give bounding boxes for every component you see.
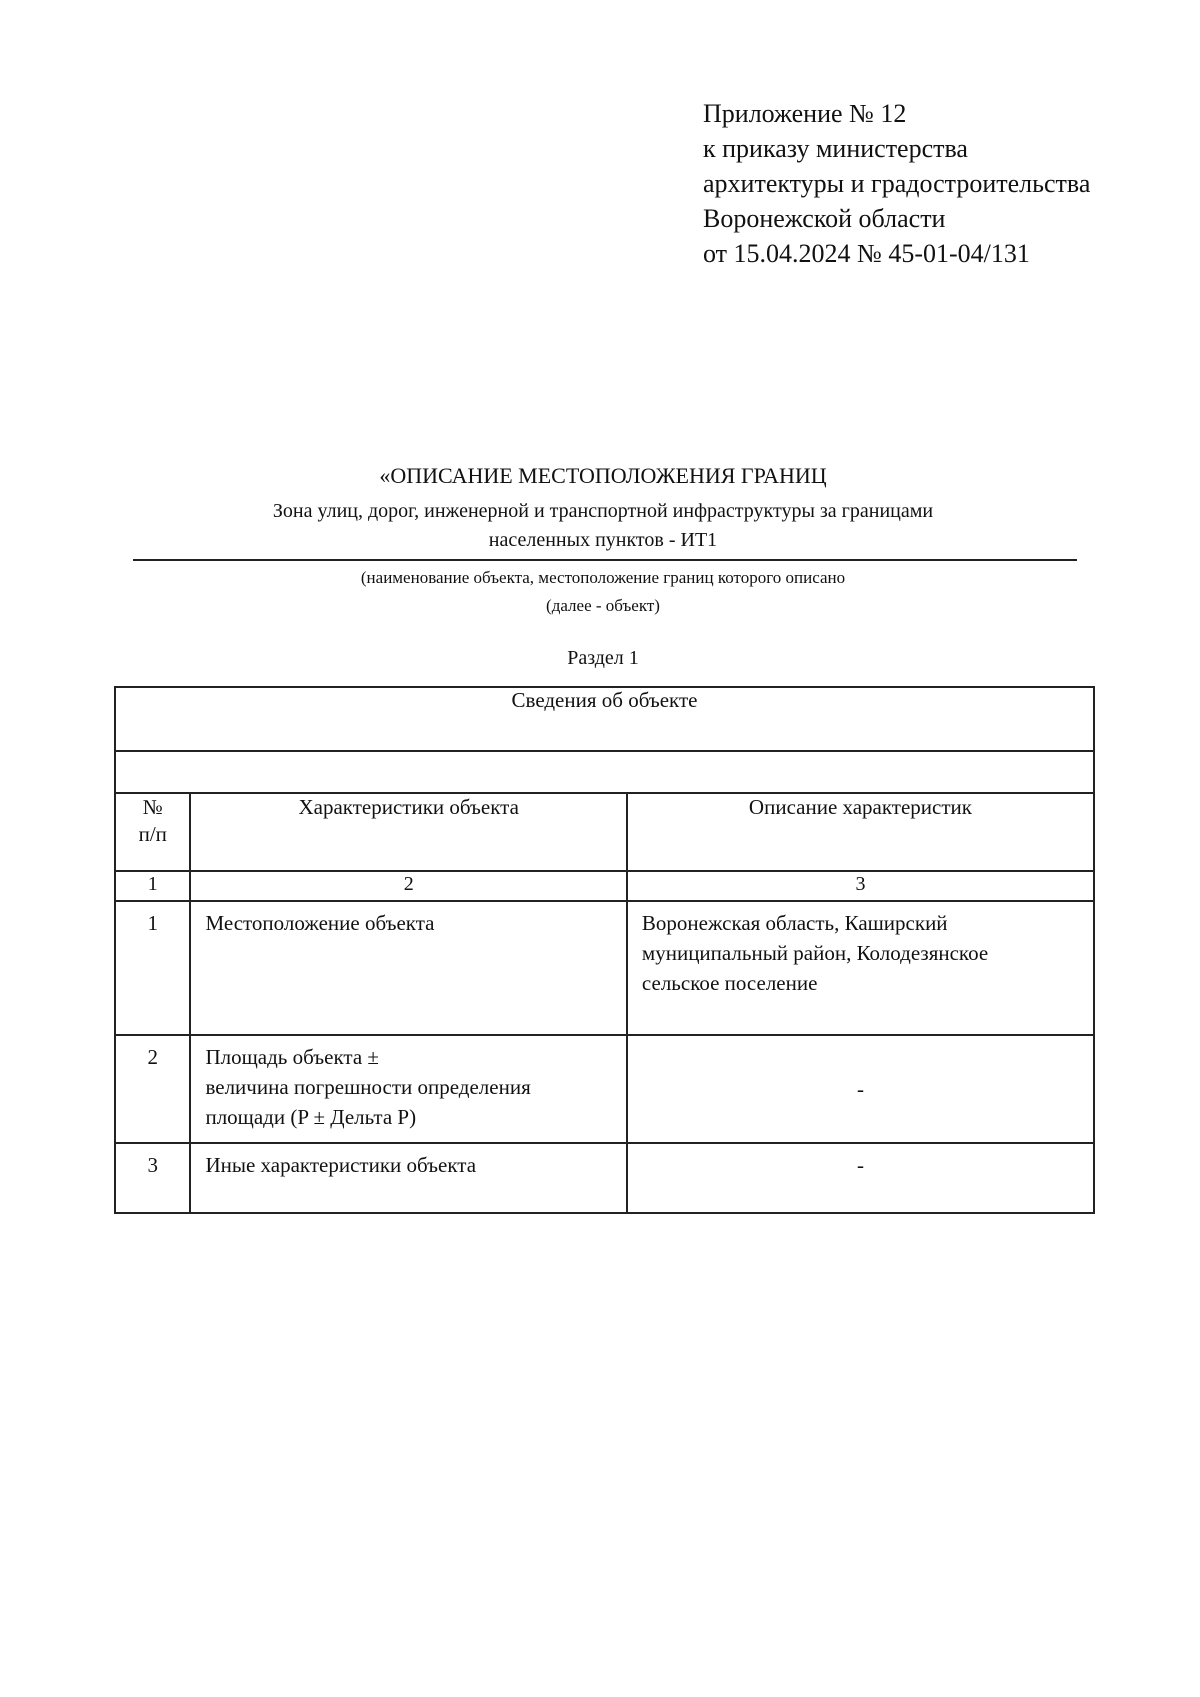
document-title: «ОПИСАНИЕ МЕСТОПОЛОЖЕНИЯ ГРАНИЦ	[379, 463, 827, 488]
table-title: Сведения об объекте	[115, 687, 1094, 751]
row-characteristic	[190, 1143, 626, 1213]
appendix-line: Приложение № 12	[703, 99, 907, 128]
header-number-line: п/п	[138, 822, 167, 846]
cell-line: сельское поселение	[641, 971, 818, 995]
caption-line: (наименование объекта, местоположение границ которого описано	[360, 568, 846, 587]
object-name-underline	[133, 559, 1077, 561]
header-number-line: №	[142, 795, 163, 819]
object-name	[130, 497, 1076, 555]
row-description: -	[627, 1143, 1094, 1213]
cell-line: площади (P ± Дельта P)	[205, 1105, 417, 1129]
object-name-line: населенных пунктов - ИТ1	[488, 529, 718, 551]
appendix-line: от 15.04.2024 № 45-01-04/131	[703, 239, 1030, 268]
row-characteristic	[190, 1035, 626, 1143]
table-row	[115, 901, 1094, 1035]
column-number: 3	[627, 871, 1094, 901]
caption-line: (далее - объект)	[546, 596, 660, 615]
cell-line: Воронежская область, Каширский	[641, 911, 948, 935]
table-row	[115, 1035, 1094, 1143]
cell-line: Местоположение объекта	[205, 911, 435, 935]
header-description: Описание характеристик	[627, 793, 1094, 871]
table-empty-row	[115, 751, 1094, 793]
table-row	[115, 1143, 1094, 1213]
column-number: 1	[115, 871, 190, 901]
cell-line: величина погрешности определения	[205, 1075, 531, 1099]
row-number: 3	[115, 1143, 190, 1213]
table-header-row	[115, 793, 1094, 871]
header-number	[115, 793, 190, 871]
column-number: 2	[190, 871, 626, 901]
appendix-line: к приказу министерства	[703, 134, 968, 163]
row-description	[627, 901, 1094, 1035]
table-title-row	[115, 687, 1094, 751]
appendix-header	[703, 96, 1090, 271]
appendix-line: Воронежской области	[703, 204, 946, 233]
cell-line: муниципальный район, Колодезянское	[641, 941, 989, 965]
object-info-table	[114, 686, 1095, 1214]
row-characteristic	[190, 901, 626, 1035]
cell-line: Иные характеристики объекта	[205, 1153, 477, 1177]
row-number: 2	[115, 1035, 190, 1143]
cell-line: Площадь объекта ±	[205, 1045, 379, 1069]
column-numbers-row	[115, 871, 1094, 901]
empty-cell	[115, 751, 1094, 793]
object-name-caption	[130, 564, 1076, 620]
header-characteristics: Характеристики объекта	[190, 793, 626, 871]
row-description: -	[627, 1035, 1094, 1143]
object-name-line: Зона улиц, дорог, инженерной и транспортной инфраструктуры за границами	[272, 500, 934, 522]
row-number: 1	[115, 901, 190, 1035]
appendix-line: архитектуры и градостроительства	[703, 169, 1091, 198]
section-label: Раздел 1	[567, 647, 639, 669]
